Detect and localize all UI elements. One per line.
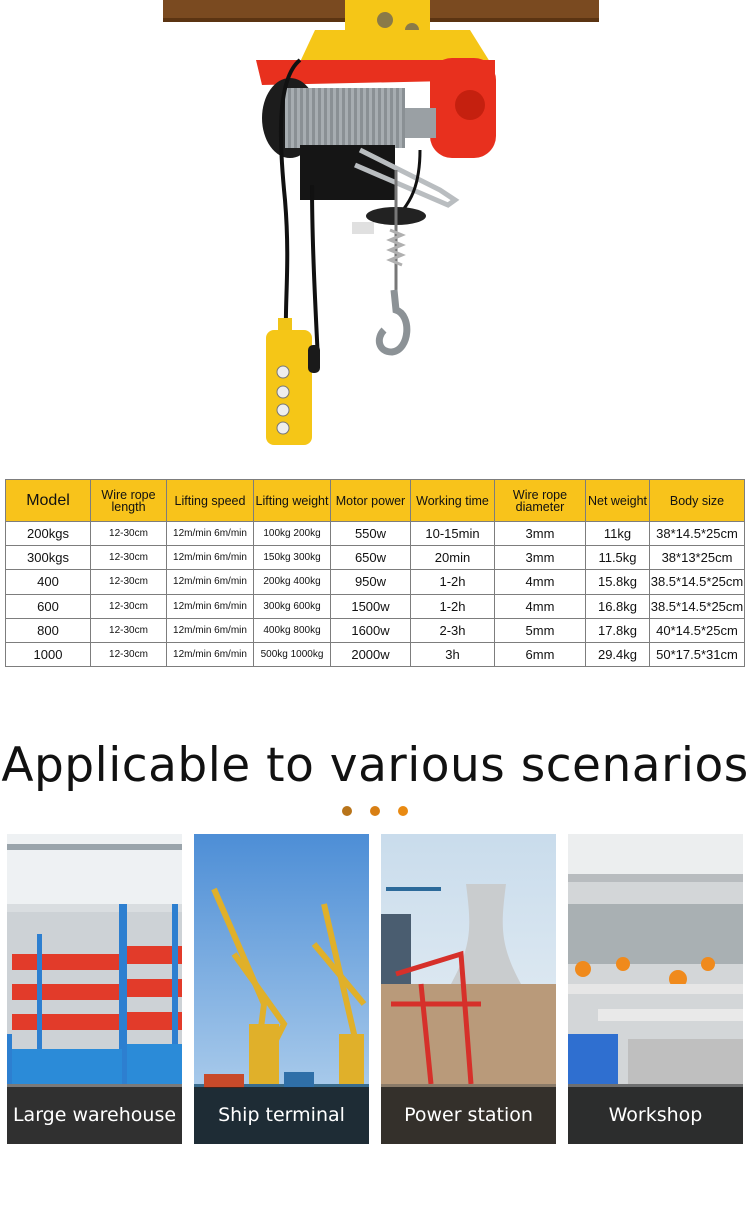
cell-wire-rope-diameter: 3mm (495, 546, 586, 570)
cell-body-size: 40*14.5*25cm (650, 618, 745, 642)
cell-motor-power: 1600w (331, 618, 411, 642)
cell-wire-rope-diameter: 5mm (495, 618, 586, 642)
cell-motor-power: 550w (331, 522, 411, 546)
header-net-weight: Net weight (586, 480, 650, 522)
table-row (6, 642, 745, 666)
cell-lifting-weight: 200kg 400kg (254, 570, 331, 594)
cell-wire-rope-diameter: 4mm (495, 594, 586, 618)
scenarios-title: Applicable to various scenarios (1, 738, 749, 793)
cell-lifting-weight: 300kg 600kg (254, 594, 331, 618)
table-row (6, 522, 745, 546)
cell-working-time: 10-15min (411, 522, 495, 546)
cell-net-weight: 15.8kg (586, 570, 650, 594)
electric-hoist-illustration (0, 0, 750, 470)
cell-body-size: 38*14.5*25cm (650, 522, 745, 546)
cell-lifting-speed: 12m/min 6m/min (167, 642, 254, 666)
cell-model: 200kgs (6, 522, 91, 546)
cell-body-size: 38*13*25cm (650, 546, 745, 570)
dot-3 (398, 806, 408, 816)
table-header-row (6, 480, 745, 522)
cell-motor-power: 950w (331, 570, 411, 594)
table-body (6, 522, 745, 667)
cell-net-weight: 11kg (586, 522, 650, 546)
cell-model: 600 (6, 594, 91, 618)
scenario-label: Large warehouse (7, 1087, 182, 1144)
cell-wire-rope-diameter: 3mm (495, 522, 586, 546)
table-row (6, 570, 745, 594)
cell-model: 300kgs (6, 546, 91, 570)
header-model: Model (6, 480, 91, 522)
specification-table-wrapper (5, 479, 744, 667)
cell-lifting-weight: 500kg 1000kg (254, 642, 331, 666)
cell-lifting-speed: 12m/min 6m/min (167, 594, 254, 618)
product-image (0, 0, 750, 470)
cell-body-size: 50*17.5*31cm (650, 642, 745, 666)
dot-1 (342, 806, 352, 816)
header-lifting-weight: Lifting weight (254, 480, 331, 522)
cell-wire-rope-length: 12-30cm (91, 522, 167, 546)
scenario-card-warehouse[interactable] (7, 834, 182, 1144)
cell-working-time: 2-3h (411, 618, 495, 642)
table-row (6, 618, 745, 642)
header-motor-power: Motor power (331, 480, 411, 522)
cell-working-time: 1-2h (411, 594, 495, 618)
cell-net-weight: 11.5kg (586, 546, 650, 570)
cell-model: 800 (6, 618, 91, 642)
cell-lifting-weight: 100kg 200kg (254, 522, 331, 546)
cell-working-time: 1-2h (411, 570, 495, 594)
scenario-card-ship-terminal[interactable] (194, 834, 369, 1144)
cell-model: 1000 (6, 642, 91, 666)
cell-lifting-speed: 12m/min 6m/min (167, 570, 254, 594)
header-body-size: Body size (650, 480, 745, 522)
cell-lifting-speed: 12m/min 6m/min (167, 618, 254, 642)
header-lifting-speed: Lifting speed (167, 480, 254, 522)
cell-body-size: 38.5*14.5*25cm (650, 594, 745, 618)
header-wire-rope-length: Wire rope length (91, 480, 167, 522)
table-row (6, 594, 745, 618)
scenario-label: Ship terminal (194, 1087, 369, 1144)
header-wire-rope-diameter: Wire rope diameter (495, 480, 586, 522)
scenario-label: Workshop (568, 1087, 743, 1144)
dot-2 (370, 806, 380, 816)
specification-table (5, 479, 745, 667)
scenario-cards (7, 834, 744, 1144)
cell-net-weight: 16.8kg (586, 594, 650, 618)
cell-lifting-speed: 12m/min 6m/min (167, 522, 254, 546)
decorative-dots (0, 806, 750, 816)
cell-wire-rope-length: 12-30cm (91, 618, 167, 642)
header-working-time: Working time (411, 480, 495, 522)
scenario-card-workshop[interactable] (568, 834, 743, 1144)
cell-net-weight: 17.8kg (586, 618, 650, 642)
cell-motor-power: 2000w (331, 642, 411, 666)
cell-working-time: 20min (411, 546, 495, 570)
cell-body-size: 38.5*14.5*25cm (650, 570, 745, 594)
cell-lifting-weight: 400kg 800kg (254, 618, 331, 642)
cell-wire-rope-diameter: 6mm (495, 642, 586, 666)
cell-motor-power: 650w (331, 546, 411, 570)
cell-motor-power: 1500w (331, 594, 411, 618)
scenario-label: Power station (381, 1087, 556, 1144)
cell-model: 400 (6, 570, 91, 594)
cell-wire-rope-diameter: 4mm (495, 570, 586, 594)
cell-lifting-weight: 150kg 300kg (254, 546, 331, 570)
cell-wire-rope-length: 12-30cm (91, 570, 167, 594)
cell-wire-rope-length: 12-30cm (91, 642, 167, 666)
scenario-card-power-station[interactable] (381, 834, 556, 1144)
cell-working-time: 3h (411, 642, 495, 666)
cell-wire-rope-length: 12-30cm (91, 546, 167, 570)
cell-net-weight: 29.4kg (586, 642, 650, 666)
table-row (6, 546, 745, 570)
cell-wire-rope-length: 12-30cm (91, 594, 167, 618)
cell-lifting-speed: 12m/min 6m/min (167, 546, 254, 570)
